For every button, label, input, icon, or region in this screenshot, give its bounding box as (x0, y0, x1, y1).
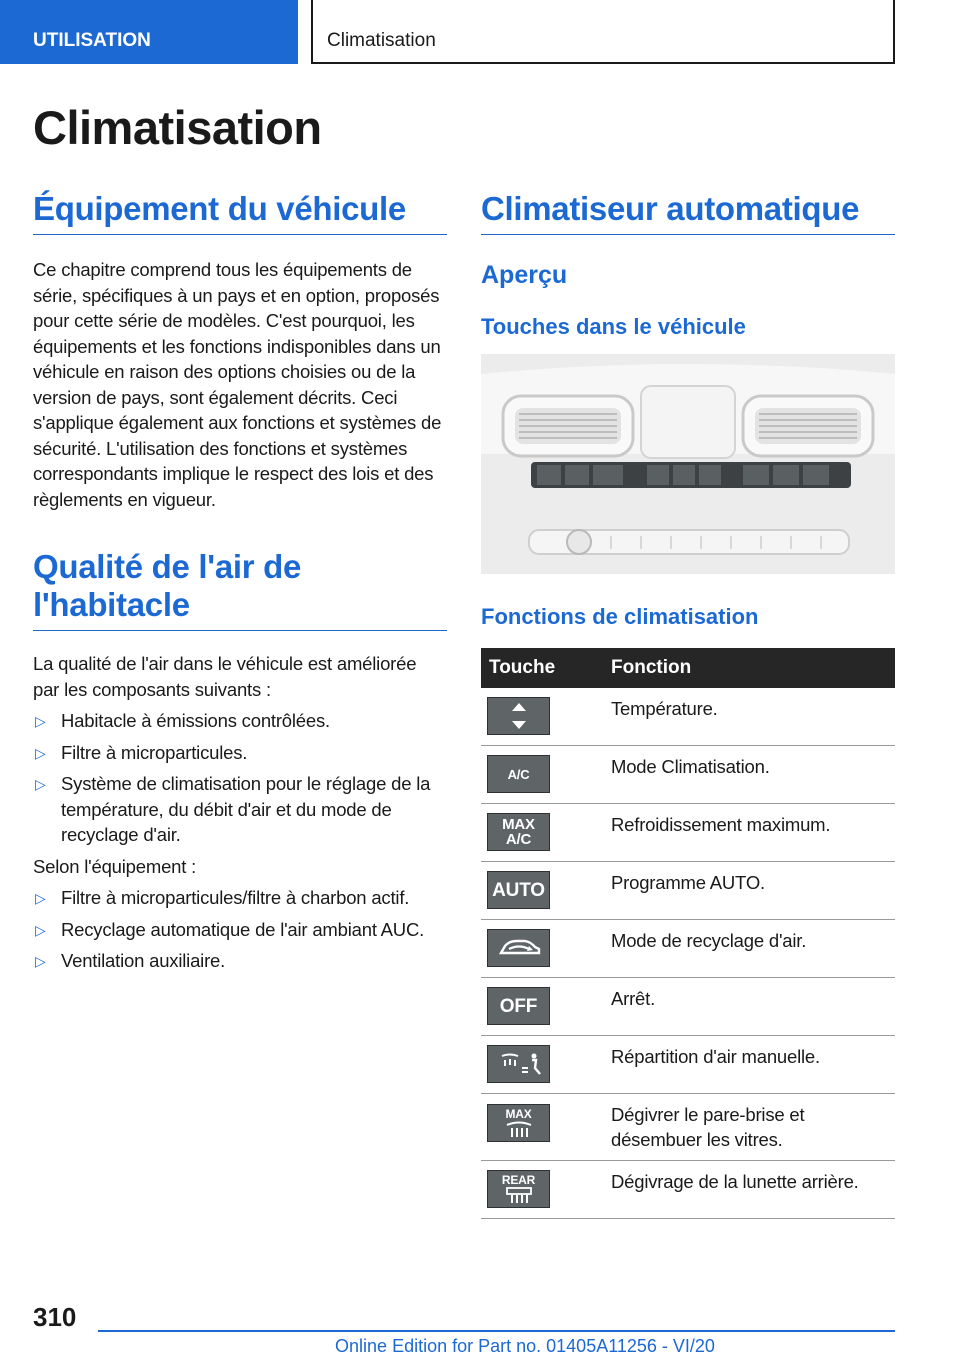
ac-icon: A/C (487, 755, 550, 793)
list-item: ▷ Habitacle à émissions contrôlées. (33, 708, 447, 734)
function-cell: Refroidissement maximum. (603, 804, 895, 862)
triangle-bullet-icon: ▷ (35, 776, 46, 792)
table-row (481, 746, 895, 804)
temperature-arrows-icon (487, 697, 550, 735)
column-header-function: Fonction (603, 648, 895, 688)
function-cell: Température. (603, 688, 895, 746)
function-cell: Programme AUTO. (603, 862, 895, 920)
section-tab: UTILISATION (0, 0, 298, 64)
list-item: ▷ Système de climatisation pour le réglage de la température, du débit d'air et du mode de recyclage d'air. (35, 773, 431, 845)
table-row (481, 688, 895, 746)
function-cell: Mode de recyclage d'air. (603, 920, 895, 978)
triangle-bullet-icon: ▷ (35, 713, 46, 729)
heading-auto-ac: Climatiseur automatique (481, 190, 895, 235)
paragraph-air-quality: La qualité de l'air dans le véhicule est améliorée par les composants suivants : (33, 653, 417, 700)
triangle-bullet-icon: ▷ (35, 744, 46, 761)
list-item: ▷ Filtre à microparticules. (33, 740, 447, 766)
table-row (481, 1094, 895, 1161)
triangle-bullet-icon: ▷ (35, 890, 46, 906)
table-row (481, 804, 895, 862)
auto-icon: AUTO (487, 871, 550, 909)
heading-equipment: Équipement du véhicule (33, 190, 447, 235)
chapter-tab: Climatisation (311, 0, 895, 64)
function-cell: Dégivrage de la lunette arrière. (603, 1161, 895, 1219)
edition-note: Online Edition for Part no. 01405A11256 - VI/20 (335, 1336, 715, 1356)
heading-buttons: Touches dans le véhicule (481, 314, 746, 339)
list-item: ▷ Recyclage automatique de l'air ambiant AUC. (33, 917, 447, 943)
list-standard (33, 708, 447, 848)
table-row (481, 978, 895, 1036)
heading-overview: Aperçu (481, 261, 568, 289)
function-cell: Mode Climatisation. (603, 746, 895, 804)
paragraph-equipment: Ce chapitre comprend tous les équipements de série, spécifiques à un pays et en option, proposés pour cette série de modèles. C'est pourquoi, les équipements et les fonctions indisponibles dans un véhicule en raison des options choisies ou de la version de pays, sont également décrits. Ceci s'applique également aux fonctions et systèmes de sécurité. L'utilisation des fonctions et systèmes correspondants implique le respect des lois et des règlements en vigueur. (33, 259, 442, 510)
triangle-bullet-icon: ▷ (35, 953, 46, 969)
functions-table (481, 648, 895, 1219)
page-title: Climatisation (33, 101, 322, 154)
right-column (481, 190, 895, 1219)
list-optional (33, 885, 447, 974)
left-column (33, 190, 447, 974)
triangle-bullet-icon: ▷ (35, 921, 46, 938)
footer-divider (98, 1330, 895, 1332)
function-cell: Répartition d'air manuelle. (603, 1036, 895, 1094)
max-ac-icon: MAX A/C (487, 813, 550, 851)
list-item: ▷ Filtre à microparticules/filtre à charbon actif. (33, 885, 447, 911)
air-distribution-icon (487, 1045, 550, 1083)
max-defrost-icon: MAX (487, 1104, 550, 1142)
off-icon: OFF (487, 987, 550, 1025)
table-row (481, 920, 895, 978)
recirculation-icon (487, 929, 550, 967)
heading-functions: Fonctions de climatisation (481, 604, 759, 629)
page-number: 310 (33, 1302, 77, 1332)
function-cell: Arrêt. (603, 978, 895, 1036)
table-row (481, 1036, 895, 1094)
table-row (481, 862, 895, 920)
dashboard-photo (481, 354, 895, 574)
rear-defrost-icon: REAR (487, 1170, 550, 1208)
table-row (481, 1161, 895, 1219)
paragraph-depending: Selon l'équipement : (33, 855, 197, 877)
dashboard-illustration (481, 354, 895, 574)
heading-air-quality: Qualité de l'air de l'habitacle (33, 548, 447, 631)
list-item: ▷ Ventilation auxiliaire. (33, 948, 447, 974)
column-header-key: Touche (481, 648, 603, 688)
function-cell: Dégivrer le pare-brise et désembuer les vitres. (603, 1094, 895, 1161)
